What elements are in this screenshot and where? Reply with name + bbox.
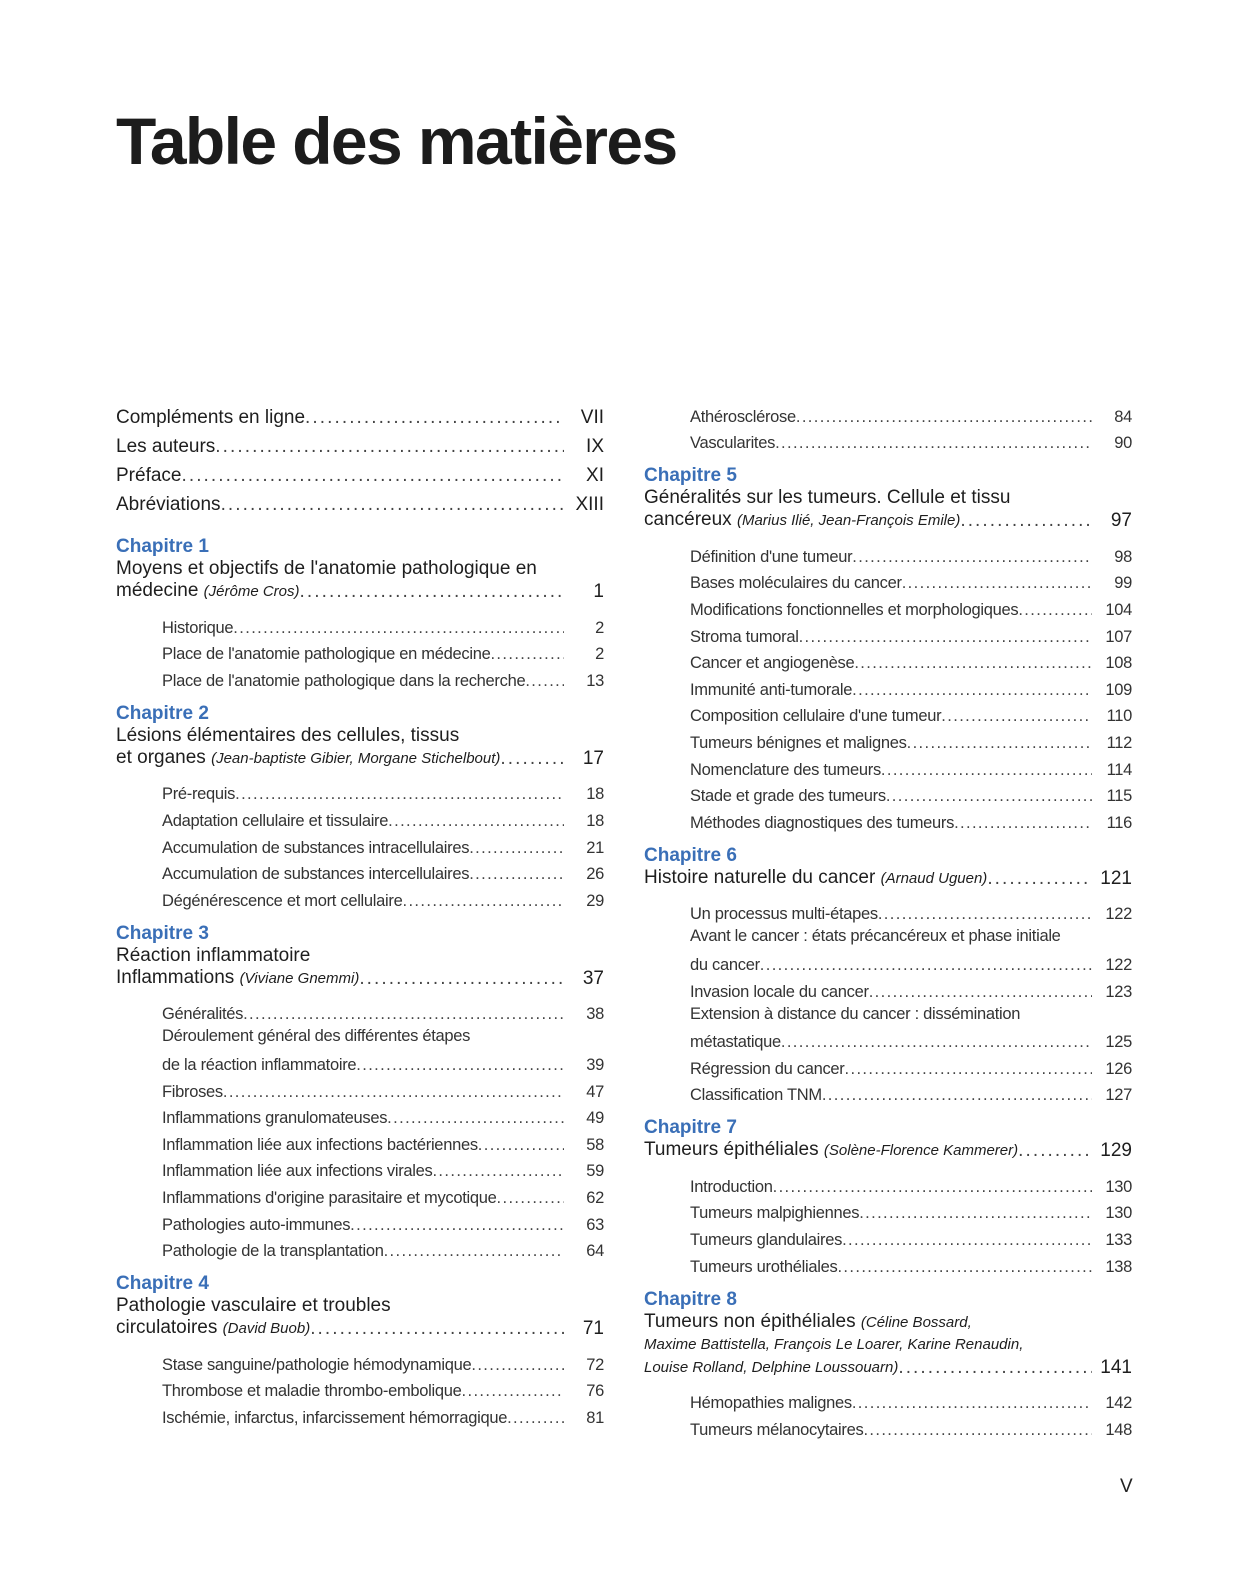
- section-entry[interactable]: [644, 1413, 1132, 1440]
- section-entry[interactable]: [644, 1250, 1132, 1277]
- dot-leader: [300, 580, 564, 603]
- dot-leader: [799, 628, 1092, 647]
- chapter-author-line: (Céline Bossard,: [860, 1313, 972, 1331]
- chapter-title-entry[interactable]: [644, 509, 1132, 532]
- section-list: [116, 1348, 604, 1428]
- section-page: 63: [586, 1215, 604, 1234]
- chapter-title-entry[interactable]: [116, 747, 604, 770]
- dot-leader: [859, 1204, 1092, 1223]
- entry-page: 121: [1100, 867, 1132, 889]
- dot-leader: [221, 494, 564, 516]
- section-title: du cancer: [690, 955, 760, 974]
- dot-leader: [478, 1136, 564, 1155]
- toc-left-column: [116, 400, 604, 1428]
- section-title: Place de l'anatomie pathologique dans la recherche: [162, 671, 526, 690]
- section-page: 18: [586, 811, 604, 830]
- section-page: 2: [595, 618, 604, 637]
- chapter-label: Chapitre 4: [116, 1273, 209, 1295]
- section-entry[interactable]: [644, 400, 1132, 427]
- section-page: 26: [586, 865, 604, 884]
- section-entry[interactable]: [116, 1208, 604, 1235]
- dot-leader: [432, 1162, 564, 1181]
- dot-leader: [775, 434, 1092, 453]
- section-title: Cancer et angiogenèse: [690, 654, 855, 673]
- dot-leader: [1018, 601, 1092, 620]
- section-entry[interactable]: [644, 620, 1132, 647]
- dot-leader: [215, 436, 564, 458]
- chapter-title-line: Lésions élémentaires des cellules, tissus: [116, 724, 460, 746]
- dot-leader: [796, 408, 1092, 427]
- dot-leader: [1018, 1139, 1092, 1162]
- section-page: 58: [586, 1135, 604, 1154]
- section-page: 148: [1105, 1420, 1132, 1439]
- section-title: Généralités: [162, 1005, 244, 1024]
- section-entry[interactable]: [644, 1197, 1132, 1224]
- section-page: 108: [1105, 654, 1132, 673]
- chapter-author: Louise Rolland, Delphine Loussouarn): [644, 1358, 899, 1376]
- entry-page: 97: [1110, 510, 1132, 532]
- section-page: 64: [586, 1242, 604, 1261]
- dot-leader: [497, 1189, 564, 1208]
- section-page: 49: [586, 1109, 604, 1128]
- page-number: V: [1120, 1476, 1133, 1497]
- section-page: 115: [1106, 787, 1132, 806]
- chapter-author: (Marius Ilié, Jean-François Emile): [736, 512, 961, 530]
- section-page: 29: [586, 891, 604, 910]
- toc-entry[interactable]: [116, 400, 604, 429]
- section-page: 127: [1105, 1086, 1132, 1105]
- section-page: 109: [1105, 680, 1132, 699]
- section-entry[interactable]: [116, 804, 604, 831]
- toc-entry[interactable]: [116, 429, 604, 458]
- section-title: Modifications fonctionnelles et morphologiques: [690, 600, 1019, 619]
- dot-leader: [852, 1394, 1092, 1413]
- chapter-title-entry[interactable]: [116, 1317, 604, 1340]
- section-entry[interactable]: [644, 806, 1132, 833]
- section-page: 39: [586, 1055, 604, 1074]
- section-page: 122: [1105, 905, 1132, 924]
- section-entry[interactable]: [116, 1375, 604, 1402]
- section-entry[interactable]: [116, 1401, 604, 1428]
- section-title: Nomenclature des tumeurs: [690, 760, 881, 779]
- section-entry[interactable]: [644, 753, 1132, 780]
- section-page: 47: [586, 1082, 604, 1101]
- dot-leader: [471, 1356, 564, 1375]
- section-page: 107: [1105, 627, 1132, 646]
- section-entry[interactable]: [116, 1075, 604, 1102]
- section-entry[interactable]: [644, 1223, 1132, 1250]
- dot-leader: [356, 1056, 564, 1075]
- section-entry[interactable]: [644, 898, 1132, 925]
- chapter-label: Chapitre 6: [644, 844, 737, 866]
- entry-page: IX: [586, 436, 604, 457]
- dot-leader: [181, 465, 564, 487]
- section-entry[interactable]: [644, 673, 1132, 700]
- section-entry[interactable]: [644, 1170, 1132, 1197]
- section-page: 13: [586, 671, 604, 690]
- dot-leader: [863, 1421, 1092, 1440]
- chapter-4: [116, 1273, 604, 1428]
- dot-leader: [469, 865, 564, 884]
- section-title: Inflammation liée aux infections bactériennes: [162, 1135, 478, 1154]
- section-list: [644, 898, 1132, 1106]
- dot-leader: [490, 645, 564, 664]
- dot-leader: [845, 1060, 1092, 1079]
- chapter-3: [116, 923, 604, 1261]
- section-title: Vascularites: [690, 434, 776, 453]
- chapter-author: (Solène-Florence Kammerer): [823, 1142, 1019, 1160]
- chapter-title-entry[interactable]: [116, 967, 604, 990]
- section-title: Régression du cancer: [690, 1059, 845, 1078]
- chapter-title: Tumeurs non épithéliales: [644, 1310, 856, 1332]
- section-title: Immunité anti-tumorale: [690, 680, 853, 699]
- dot-leader: [359, 967, 564, 990]
- section-entry[interactable]: [116, 858, 604, 885]
- section-entry[interactable]: [116, 1181, 604, 1208]
- chapter-title: Inflammations: [116, 966, 235, 988]
- section-title: Tumeurs glandulaires: [690, 1231, 843, 1250]
- dot-leader: [305, 407, 564, 429]
- dot-leader: [987, 867, 1092, 890]
- chapter-title-line: [644, 1311, 1132, 1334]
- section-title: Pathologie de la transplantation: [162, 1242, 384, 1261]
- toc-right-column: [644, 400, 1132, 1440]
- dot-leader: [388, 812, 564, 831]
- chapter-label: Chapitre 7: [644, 1117, 737, 1139]
- dot-leader: [223, 1083, 564, 1102]
- chapter-title: Histoire naturelle du cancer: [644, 866, 876, 888]
- section-entry[interactable]: [116, 1102, 604, 1129]
- section-entry[interactable]: [116, 998, 604, 1025]
- section-title: Stroma tumoral: [690, 627, 799, 646]
- section-entry[interactable]: [644, 726, 1132, 753]
- section-entry[interactable]: [116, 1048, 604, 1075]
- dot-leader: [852, 681, 1092, 700]
- dot-leader: [869, 983, 1092, 1002]
- section-title: Tumeurs mélanocytaires: [690, 1420, 864, 1439]
- chapter-title-entry[interactable]: [116, 580, 604, 603]
- dot-leader: [822, 1086, 1092, 1105]
- section-entry[interactable]: [644, 700, 1132, 727]
- section-page: 72: [586, 1355, 604, 1374]
- chapter-author: (Arnaud Uguen): [880, 869, 988, 887]
- chapter-label: Chapitre 8: [644, 1288, 737, 1310]
- section-title: Bases moléculaires du cancer: [690, 574, 902, 593]
- section-page: 76: [586, 1382, 604, 1401]
- section-list: [116, 611, 604, 691]
- section-entry[interactable]: [644, 647, 1132, 674]
- dot-leader: [402, 892, 564, 911]
- chapter-title: médecine: [116, 580, 199, 601]
- section-title: Invasion locale du cancer: [690, 982, 869, 1001]
- entry-title: Abréviations: [116, 494, 221, 515]
- section-page: 81: [586, 1408, 604, 1427]
- chapter-title-entry[interactable]: [644, 867, 1132, 890]
- dot-leader: [469, 839, 564, 858]
- dot-leader: [243, 1005, 564, 1024]
- section-title: Inflammation liée aux infections virales: [162, 1162, 433, 1181]
- section-title: Stase sanguine/pathologie hémodynamique: [162, 1355, 472, 1374]
- chapter-title-line: Réaction inflammatoire: [116, 944, 311, 966]
- chapter-7: [644, 1117, 1132, 1276]
- section-entry[interactable]: [116, 831, 604, 858]
- dot-leader: [384, 1242, 564, 1261]
- section-page: 98: [1114, 547, 1132, 566]
- section-list-continued: [644, 400, 1132, 453]
- section-title: Place de l'anatomie pathologique en médecine: [162, 645, 491, 664]
- chapter-title: et organes: [116, 746, 206, 768]
- section-title: Accumulation de substances intercellulaires: [162, 865, 470, 884]
- dot-leader: [507, 1409, 564, 1428]
- section-page: 114: [1106, 760, 1132, 779]
- dot-leader: [781, 1033, 1092, 1052]
- section-entry[interactable]: [644, 427, 1132, 454]
- section-page: 112: [1106, 733, 1132, 752]
- section-title: Méthodes diagnostiques des tumeurs: [690, 813, 955, 832]
- chapter-author: (Jérôme Cros): [203, 583, 300, 600]
- section-title: Introduction: [690, 1177, 773, 1196]
- entry-page: VII: [580, 407, 604, 428]
- entry-page: XI: [586, 465, 604, 486]
- section-title-line: Extension à distance du cancer : dissémination: [690, 1004, 1021, 1023]
- section-title: Stade et grade des tumeurs: [690, 787, 886, 806]
- chapter-label: Chapitre 3: [116, 922, 209, 944]
- chapter-title: Tumeurs épithéliales: [644, 1139, 819, 1161]
- section-page: 110: [1106, 707, 1132, 726]
- dot-leader: [525, 672, 564, 691]
- entry-page: 71: [582, 1318, 604, 1340]
- chapter-author: (Jean-baptiste Gibier, Morgane Stichelbout): [211, 749, 501, 767]
- entry-page: 141: [1100, 1356, 1132, 1378]
- chapter-title: circulatoires: [116, 1317, 218, 1339]
- section-title: Pré-requis: [162, 785, 236, 804]
- section-entry[interactable]: [116, 778, 604, 805]
- dot-leader: [898, 1356, 1092, 1379]
- dot-leader: [907, 734, 1092, 753]
- section-page: 138: [1105, 1257, 1132, 1276]
- section-title: Tumeurs malpighiennes: [690, 1204, 860, 1223]
- section-page: 18: [586, 785, 604, 804]
- section-entry[interactable]: [644, 1026, 1132, 1053]
- dot-leader: [886, 787, 1092, 806]
- section-title: Thrombose et maladie thrombo-embolique: [162, 1382, 462, 1401]
- section-title: Adaptation cellulaire et tissulaire: [162, 811, 389, 830]
- section-entry[interactable]: [116, 1155, 604, 1182]
- entry-title: Les auteurs: [116, 436, 216, 457]
- dot-leader: [852, 548, 1092, 567]
- entry-page: 129: [1100, 1140, 1132, 1162]
- dot-leader: [387, 1109, 564, 1128]
- section-page: 21: [586, 838, 604, 857]
- section-page: 62: [586, 1188, 604, 1207]
- chapter-1: [116, 536, 604, 691]
- section-page: 104: [1105, 600, 1132, 619]
- section-page: 130: [1105, 1204, 1132, 1223]
- section-entry[interactable]: [116, 638, 604, 665]
- entry-page: XIII: [575, 494, 604, 515]
- dot-leader: [842, 1231, 1092, 1250]
- dot-leader: [881, 761, 1092, 780]
- chapter-label: Chapitre 2: [116, 702, 209, 724]
- entry-page: 1: [593, 581, 604, 602]
- chapter-6: [644, 845, 1132, 1106]
- section-title: Accumulation de substances intracellulaires: [162, 838, 470, 857]
- chapter-author: (Viviane Gnemmi): [239, 969, 360, 987]
- section-title: Athérosclérose: [690, 407, 796, 426]
- section-page: 84: [1114, 407, 1132, 426]
- dot-leader: [837, 1258, 1092, 1277]
- dot-leader: [902, 574, 1092, 593]
- section-entry[interactable]: [644, 975, 1132, 1002]
- chapter-label: Chapitre 5: [644, 465, 737, 487]
- section-page: 142: [1105, 1394, 1132, 1413]
- section-title: Classification TNM: [690, 1086, 822, 1105]
- section-title: Tumeurs urothéliales: [690, 1257, 838, 1276]
- page-title: Table des matières: [116, 104, 677, 178]
- dot-leader: [854, 654, 1092, 673]
- toc-entry[interactable]: [116, 487, 604, 516]
- section-entry[interactable]: [116, 1128, 604, 1155]
- chapter-2: [116, 703, 604, 911]
- dot-leader: [773, 1178, 1092, 1197]
- section-title: Un processus multi-étapes: [690, 905, 878, 924]
- dot-leader: [462, 1382, 564, 1401]
- section-page: 122: [1105, 955, 1132, 974]
- chapter-title-entry[interactable]: [644, 1139, 1132, 1162]
- section-title-line: Avant le cancer : états précancéreux et phase initiale: [690, 927, 1061, 946]
- section-title: métastatique: [690, 1033, 781, 1052]
- chapter-author: (David Buob): [222, 1320, 311, 1338]
- chapter-8: [644, 1289, 1132, 1440]
- section-title: Dégénérescence et mort cellulaire: [162, 891, 403, 910]
- section-title: Composition cellulaire d'une tumeur: [690, 707, 942, 726]
- section-title: Tumeurs bénignes et malignes: [690, 733, 907, 752]
- toc-entry[interactable]: [116, 458, 604, 487]
- section-entry[interactable]: [116, 1348, 604, 1375]
- entry-page: 37: [582, 967, 604, 989]
- dot-leader: [350, 1216, 564, 1235]
- section-title: Pathologies auto-immunes: [162, 1215, 351, 1234]
- section-page: 38: [586, 1005, 604, 1024]
- chapter-title-entry[interactable]: [644, 1356, 1132, 1379]
- section-page: 2: [595, 645, 604, 664]
- dot-leader: [878, 905, 1092, 924]
- front-matter: [116, 400, 604, 516]
- dot-leader: [235, 785, 564, 804]
- section-page: 59: [586, 1162, 604, 1181]
- section-entry[interactable]: [644, 540, 1132, 567]
- dot-leader: [954, 814, 1092, 833]
- chapter-5: [644, 465, 1132, 833]
- section-list: [644, 540, 1132, 833]
- section-page: 116: [1106, 813, 1132, 832]
- entry-title: Compléments en ligne: [116, 407, 306, 428]
- section-title: de la réaction inflammatoire: [162, 1055, 357, 1074]
- section-title: Inflammations granulomateuses: [162, 1109, 388, 1128]
- chapter-title-line: Pathologie vasculaire et troubles: [116, 1295, 391, 1317]
- dot-leader: [941, 707, 1092, 726]
- section-entry[interactable]: [644, 567, 1132, 594]
- section-entry[interactable]: [644, 593, 1132, 620]
- section-list: [644, 1170, 1132, 1276]
- dot-leader: [960, 509, 1092, 532]
- section-title: Historique: [162, 618, 234, 637]
- section-title-line: Déroulement général des différentes étapes: [162, 1027, 471, 1046]
- section-page: 133: [1105, 1231, 1132, 1250]
- chapter-author-line: Maxime Battistella, François Le Loarer, Karine Renaudin,: [644, 1335, 1024, 1353]
- section-entry[interactable]: [644, 1387, 1132, 1414]
- section-list: [116, 778, 604, 911]
- section-title: Inflammations d'origine parasitaire et mycotique: [162, 1188, 497, 1207]
- section-entry[interactable]: [644, 948, 1132, 975]
- section-page: 90: [1114, 434, 1132, 453]
- dot-leader: [760, 956, 1092, 975]
- section-entry[interactable]: [116, 884, 604, 911]
- section-entry[interactable]: [644, 1052, 1132, 1079]
- entry-page: 17: [582, 747, 604, 769]
- section-entry[interactable]: [116, 611, 604, 638]
- section-entry[interactable]: [116, 1235, 604, 1262]
- section-list: [644, 1387, 1132, 1440]
- section-page: 123: [1105, 982, 1132, 1001]
- chapter-title: cancéreux: [644, 509, 732, 531]
- section-page: 99: [1114, 574, 1132, 593]
- section-page: 130: [1105, 1177, 1132, 1196]
- section-entry[interactable]: [644, 1079, 1132, 1106]
- dot-leader: [233, 619, 564, 638]
- section-title: Ischémie, infarctus, infarcissement hémorragique: [162, 1408, 508, 1427]
- section-title: Hémopathies malignes: [690, 1394, 852, 1413]
- section-entry[interactable]: [644, 780, 1132, 807]
- section-page: 125: [1105, 1033, 1132, 1052]
- chapter-title-line: Généralités sur les tumeurs. Cellule et tissu: [644, 487, 1011, 509]
- section-entry[interactable]: [116, 664, 604, 691]
- section-title: Fibroses: [162, 1082, 223, 1101]
- chapter-label: Chapitre 1: [116, 536, 209, 557]
- dot-leader: [310, 1317, 564, 1340]
- section-list: [116, 998, 604, 1261]
- dot-leader: [500, 747, 564, 770]
- section-page: 126: [1105, 1059, 1132, 1078]
- entry-title: Préface: [116, 465, 182, 486]
- chapter-title-line: Moyens et objectifs de l'anatomie pathologique en: [116, 558, 537, 579]
- section-title: Définition d'une tumeur: [690, 547, 853, 566]
